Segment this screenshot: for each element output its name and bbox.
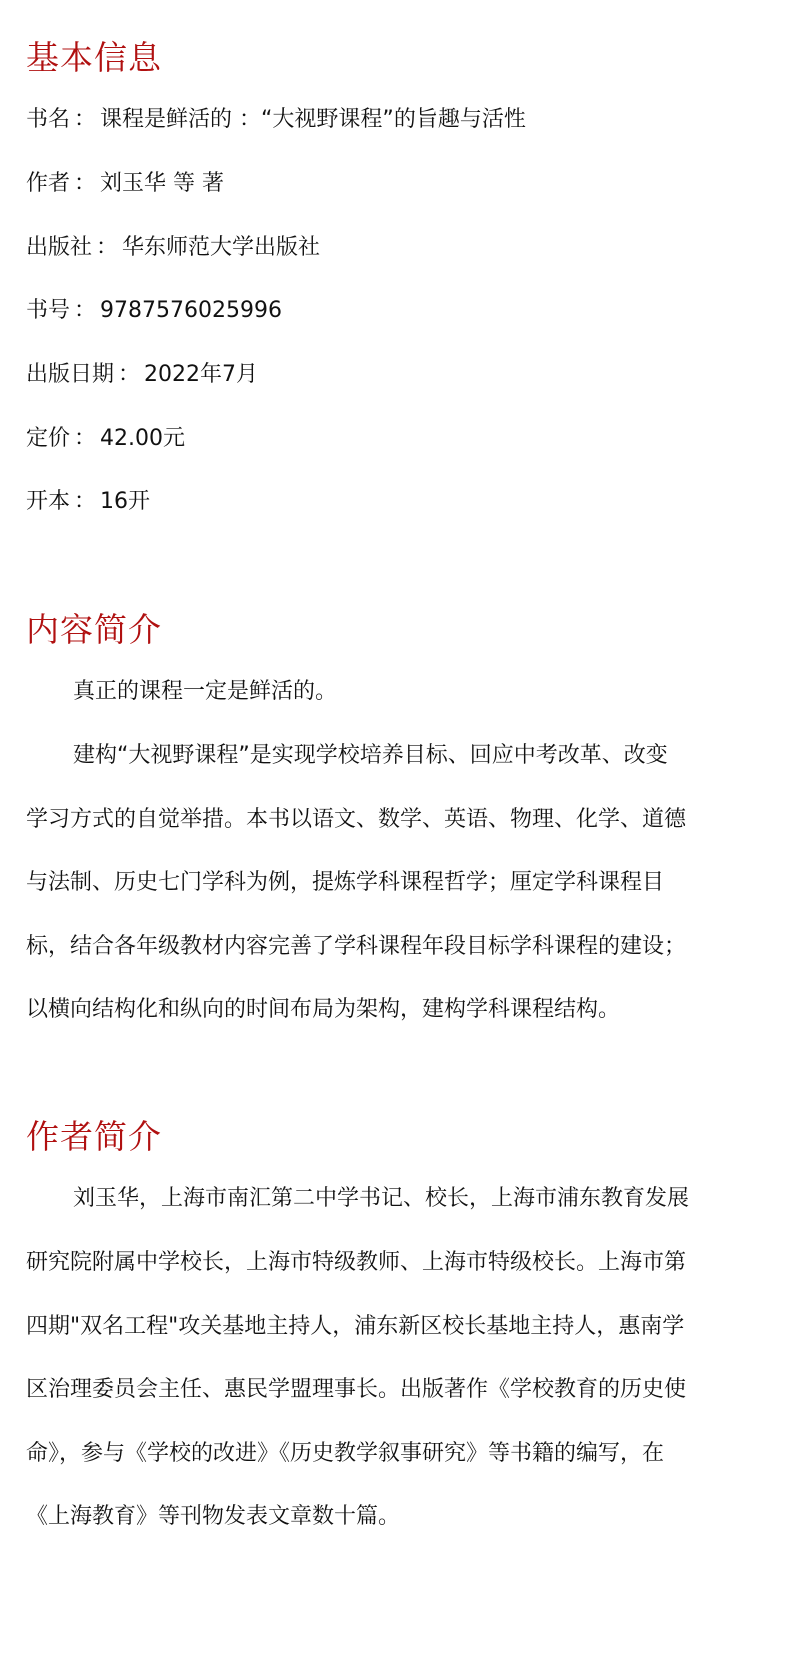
separator: ：	[74, 298, 97, 323]
info-author-label: 作者	[26, 171, 71, 196]
summary-heading: 内容简介	[26, 610, 162, 649]
info-publisher-label: 出版社	[26, 235, 93, 260]
info-isbn-value: 9787576025996	[100, 298, 282, 323]
info-format	[26, 487, 150, 517]
author-line: 研究院附属中学校长，上海市特级教师、上海市特级校长。上海市第	[26, 1250, 687, 1275]
separator: ：	[74, 489, 97, 514]
info-author-value: 刘玉华 等 著	[100, 171, 225, 196]
basic-info-heading: 基本信息	[26, 38, 162, 77]
summary-line: 以横向结构化和纵向的时间布局为架构，建构学科课程结构。	[26, 997, 621, 1022]
info-format-value: 16开	[100, 489, 151, 514]
info-author	[26, 169, 224, 199]
separator: ：	[74, 426, 97, 451]
summary-line: 学习方式的自觉举措。本书以语文、数学、英语、物理、化学、道德	[26, 807, 687, 832]
author-line: 四期"双名工程"攻关基地主持人，浦东新区校长基地主持人，惠南学	[26, 1314, 685, 1339]
info-isbn	[26, 296, 282, 326]
author-line: 刘玉华，上海市南汇第二中学书记、校长，上海市浦东教育发展	[73, 1186, 690, 1211]
info-pub-date-label: 出版日期	[26, 362, 115, 387]
info-title-value: 课程是鲜活的 ：“大视野课程”的旨趣与活性	[100, 107, 526, 132]
info-price	[26, 424, 185, 454]
author-line: 区治理委员会主任、惠民学盟理事长。出版著作《学校教育的历史使	[26, 1377, 687, 1402]
separator: ：	[74, 171, 97, 196]
separator: ：	[74, 107, 97, 132]
info-price-label: 定价	[26, 426, 71, 451]
summary-line: 真正的课程一定是鲜活的。	[73, 679, 338, 704]
summary-line: 建构“大视野课程”是实现学校培养目标、回应中考改革、改变	[73, 743, 668, 768]
separator: ：	[96, 235, 119, 260]
separator: ：	[118, 362, 141, 387]
summary-line: 与法制、历史七门学科为例，提炼学科课程哲学；厘定学科课程目	[26, 870, 665, 895]
info-pub-date	[26, 360, 258, 390]
info-isbn-label: 书号	[26, 298, 71, 323]
info-title-label: 书名	[26, 107, 71, 132]
summary-line: 标，结合各年级教材内容完善了学科课程年段目标学科课程的建设；	[26, 934, 687, 959]
info-publisher	[26, 233, 320, 263]
author-line: 命》，参与《学校的改进》《历史教学叙事研究》等书籍的编写，在	[26, 1441, 665, 1466]
info-title	[26, 105, 526, 135]
info-format-label: 开本	[26, 489, 71, 514]
author-line: 《上海教育》等刊物发表文章数十篇。	[26, 1504, 401, 1529]
info-pub-date-value: 2022年7月	[144, 362, 259, 387]
info-publisher-value: 华东师范大学出版社	[122, 235, 321, 260]
info-price-value: 42.00元	[100, 426, 186, 451]
author-heading: 作者简介	[26, 1117, 162, 1156]
